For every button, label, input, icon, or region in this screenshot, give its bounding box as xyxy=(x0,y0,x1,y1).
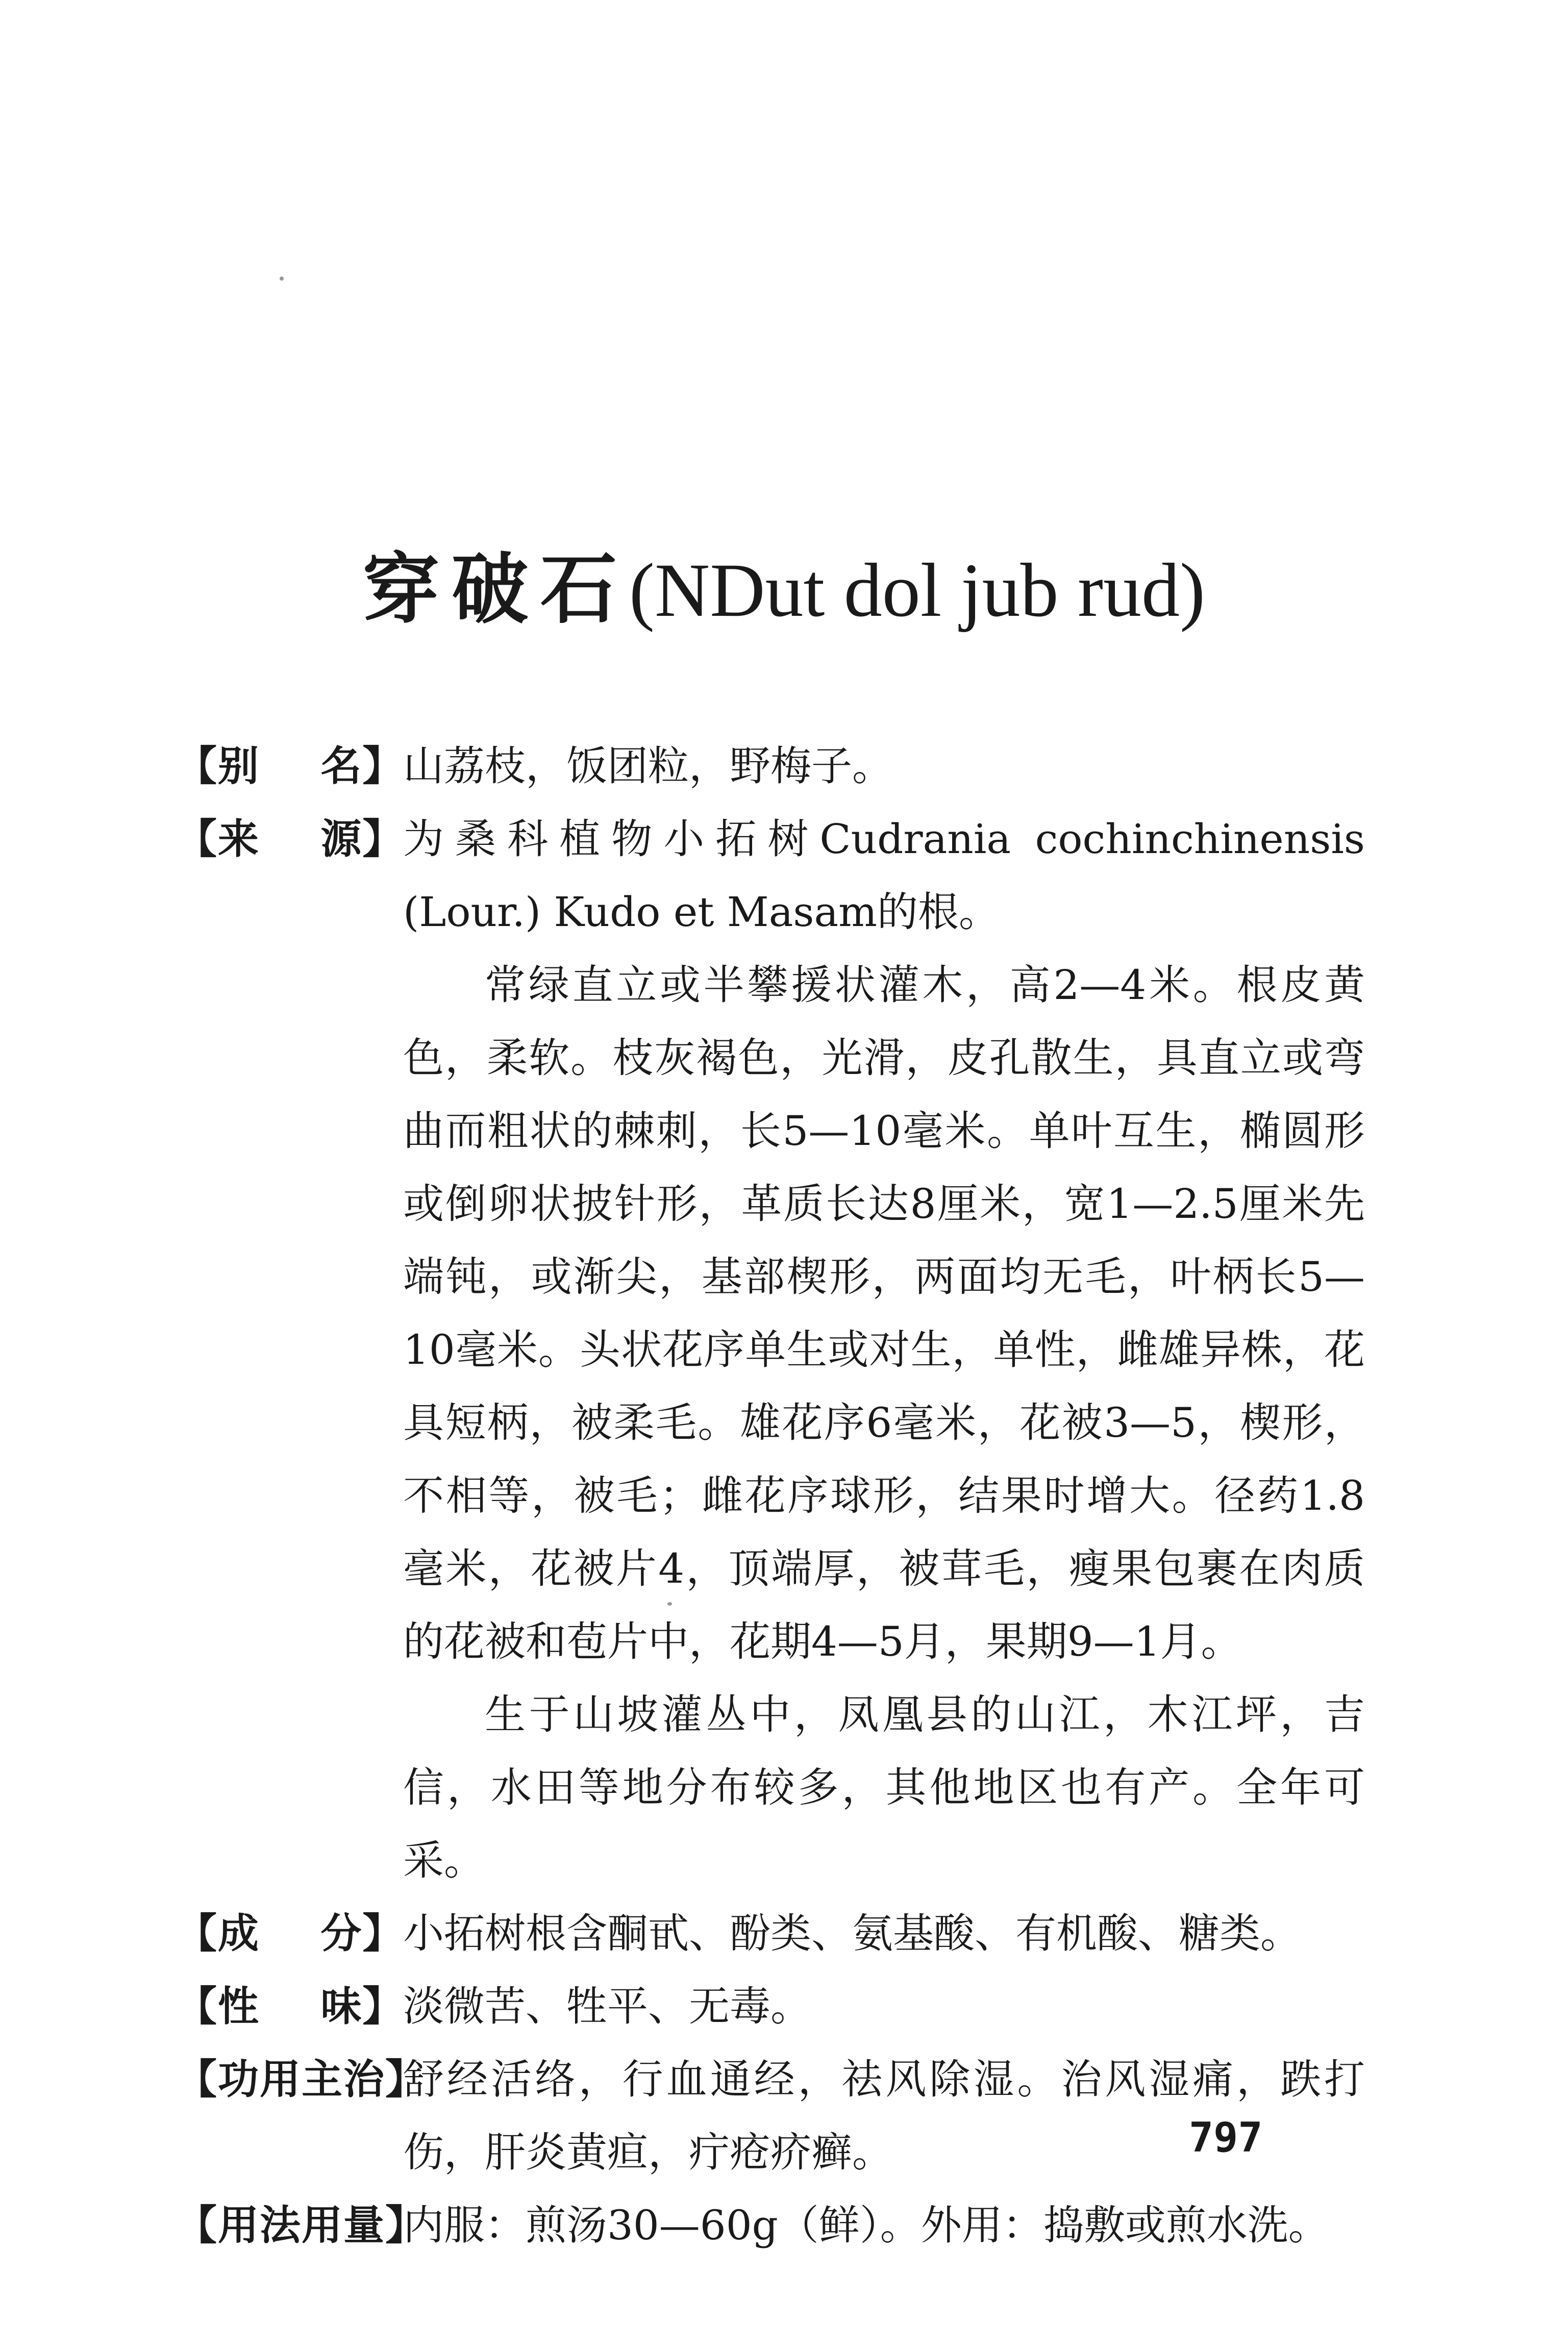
title-latin: (NDut dol jub rud) xyxy=(629,548,1206,633)
page-number: 797 xyxy=(1189,2114,1263,2161)
entry-text: 小拓树根含酮甙、酚类、氨基酸、有机酸、糖类。 xyxy=(403,1910,1301,1957)
entry-label: 【用法用量】 xyxy=(176,2202,427,2249)
habitat-paragraph: 生于山坡灌丛中，凤凰县的山江，木江坪，吉信，水田等地分布较多，其他地区也有产。全年可采。 xyxy=(403,1691,1365,1884)
title-chinese: 穿破石 xyxy=(362,545,629,634)
entry-property-taste xyxy=(176,1970,1365,2043)
description-paragraph: 常绿直立或半攀援状灌木，高2—4米。根皮黄色，柔软。枝灰褐色，光滑，皮孔散生，具直立或弯曲而粗状的棘刺，长5—10毫米。单叶互生，椭圆形或倒卵状披针形，革质长达8厘米，宽1—2.5厘米先端钝，或渐尖，基部楔形，两面均无毛，叶柄长5—10毫米。头状花序单生或对生，单性，雌雄异株，花具短柄，被柔毛。雄花序6毫米，花被3—5，楔形，不相等，被毛；雌花序球形，结果时增大。径药1.8毫米，花被片4，顶端厚，被茸毛，瘦果包裹在肉质的花被和苞片中，花期4—5月，果期9—1月。 xyxy=(403,961,1365,1665)
entry-label: 【成 分】 xyxy=(176,1910,405,1957)
entry-text: 山荔枝，饭团粒，野梅子。 xyxy=(403,742,893,790)
entry-label: 【别 名】 xyxy=(176,742,405,790)
entry-components xyxy=(176,1897,1365,1970)
entry-text: 淡微苦、牲平、无毒。 xyxy=(403,1983,811,2030)
scan-speck xyxy=(280,277,284,281)
entry-text: 为桑科植物小拓树Cudrania cochinchinensis (Lour.) Kudo et Masam的根。 xyxy=(403,815,1365,936)
page-title xyxy=(0,543,1568,636)
entry-alias xyxy=(176,730,1365,803)
entry-source xyxy=(176,803,1365,1897)
entry-functions xyxy=(176,2043,1365,2189)
entry-list xyxy=(176,730,1365,2262)
entry-usage-dosage xyxy=(176,2189,1365,2262)
entry-label: 【功用主治】 xyxy=(176,2056,427,2103)
entry-label: 【来 源】 xyxy=(176,815,405,863)
entry-text: 内服：煎汤30—60g（鲜）。外用：捣敷或煎水洗。 xyxy=(403,2202,1329,2249)
entry-text: 舒经活络，行血通经，祛风除湿。治风湿痛，跌打伤，肝炎黄疸，疔疮疥癣。 xyxy=(403,2056,1365,2176)
entry-label: 【性 味】 xyxy=(176,1983,405,2030)
